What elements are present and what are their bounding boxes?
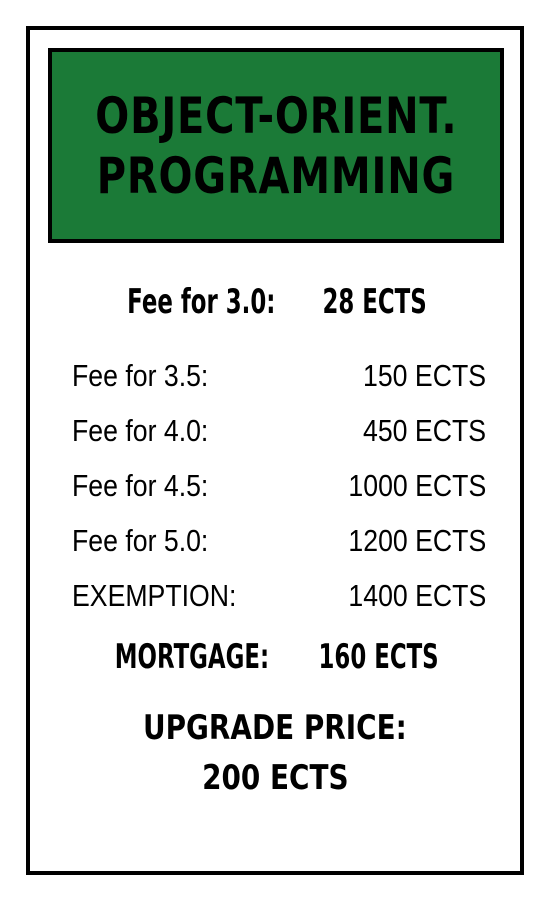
fee-value: 1000 ECTS xyxy=(348,467,486,503)
fee-label: Fee for 3.5: xyxy=(72,357,209,393)
fee-row xyxy=(72,348,486,403)
mortgage-value: 160 ECTS xyxy=(318,637,439,677)
fee-table xyxy=(72,348,486,623)
header-title-line-2: PROGRAMMING xyxy=(96,146,456,205)
fee-value: 150 ECTS xyxy=(363,357,486,393)
base-fee xyxy=(30,280,520,324)
upgrade-price-label: UPGRADE PRICE: xyxy=(143,708,407,748)
header-title-line-1: OBJECT-ORIENT. xyxy=(94,86,458,145)
fee-label: Fee for 4.5: xyxy=(72,467,209,503)
upgrade-price xyxy=(30,703,520,803)
exemption-value: 1400 ECTS xyxy=(348,577,486,613)
fee-row xyxy=(72,513,486,568)
upgrade-price-value: 200 ECTS xyxy=(201,758,349,798)
card-header xyxy=(48,48,504,243)
mortgage-label: MORTGAGE: xyxy=(114,637,270,677)
fee-value: 450 ECTS xyxy=(363,412,486,448)
fee-label: Fee for 4.0: xyxy=(72,412,209,448)
mortgage xyxy=(30,632,520,682)
fee-row xyxy=(72,458,486,513)
fee-row xyxy=(72,568,486,623)
fee-row xyxy=(72,403,486,458)
exemption-label: EXEMPTION: xyxy=(72,577,237,613)
property-card xyxy=(26,26,524,875)
base-fee-value: 28 ECTS xyxy=(322,282,428,322)
fee-value: 1200 ECTS xyxy=(348,522,486,558)
base-fee-label: Fee for 3.0: xyxy=(127,282,276,322)
fee-label: Fee for 5.0: xyxy=(72,522,209,558)
